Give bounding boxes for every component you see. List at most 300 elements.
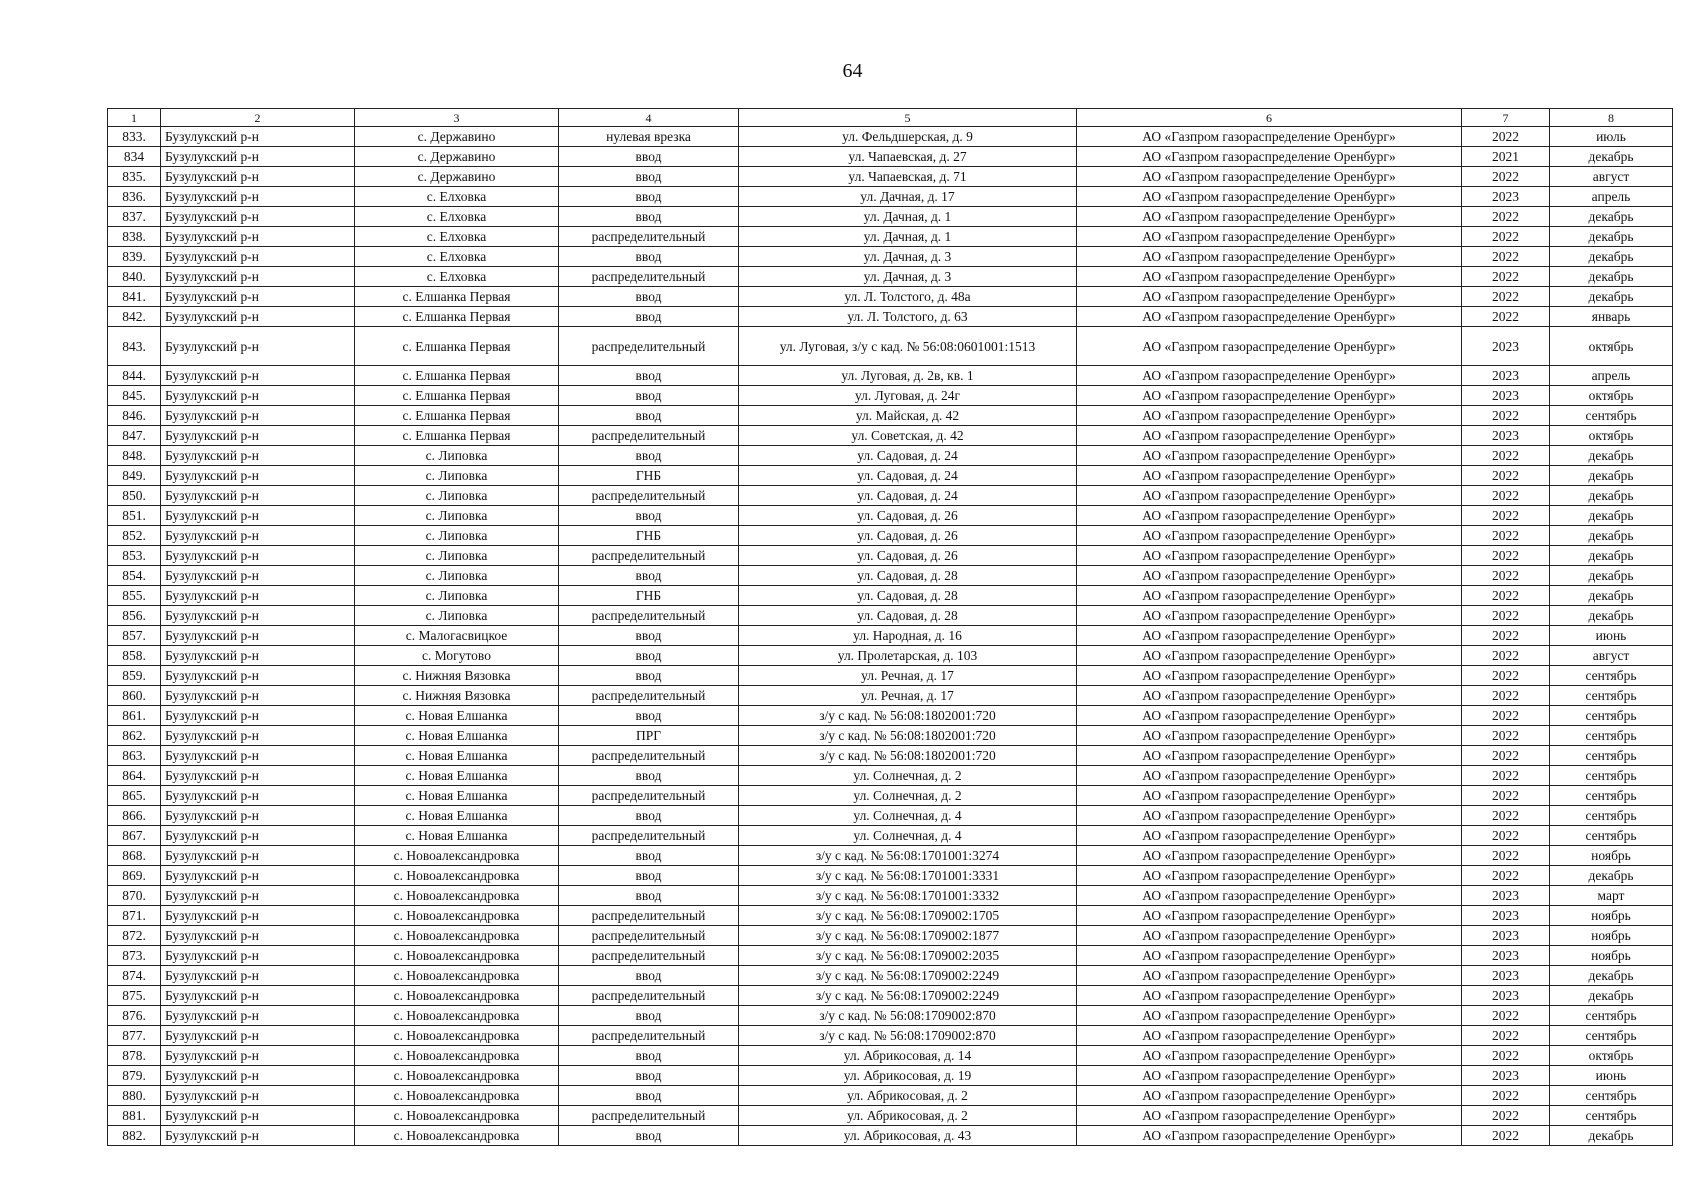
table-row (108, 207, 1673, 227)
month-cell: декабрь (1550, 966, 1673, 986)
district-cell: Бузулукский р-н (161, 1066, 355, 1086)
address-cell: з/у с кад. № 56:08:1802001:720 (739, 706, 1077, 726)
district-cell: Бузулукский р-н (161, 267, 355, 287)
year-cell: 2022 (1462, 207, 1550, 227)
month-cell: сентябрь (1550, 786, 1673, 806)
work-type-cell: ГНБ (559, 586, 739, 606)
row-number-cell: 864. (108, 766, 161, 786)
address-cell: ул. Садовая, д. 26 (739, 506, 1077, 526)
address-cell: з/у с кад. № 56:08:1802001:720 (739, 746, 1077, 766)
column-header: 5 (739, 109, 1077, 127)
table-row (108, 866, 1673, 886)
row-number-cell: 833. (108, 127, 161, 147)
row-number-cell: 842. (108, 307, 161, 327)
settlement-cell: с. Новоалександровка (355, 1026, 559, 1046)
table-row (108, 1026, 1673, 1046)
year-cell: 2022 (1462, 866, 1550, 886)
row-number-cell: 850. (108, 486, 161, 506)
address-cell: з/у с кад. № 56:08:1709002:1877 (739, 926, 1077, 946)
address-cell: ул. Садовая, д. 28 (739, 606, 1077, 626)
table-row (108, 307, 1673, 327)
row-number-cell: 835. (108, 167, 161, 187)
table-row (108, 686, 1673, 706)
address-cell: ул. Садовая, д. 26 (739, 526, 1077, 546)
address-cell: з/у с кад. № 56:08:1709002:870 (739, 1006, 1077, 1026)
work-type-cell: ГНБ (559, 466, 739, 486)
year-cell: 2022 (1462, 706, 1550, 726)
address-cell: ул. Луговая, д. 24г (739, 386, 1077, 406)
address-cell: ул. Пролетарская, д. 103 (739, 646, 1077, 666)
work-type-cell: ввод (559, 646, 739, 666)
month-cell: сентябрь (1550, 766, 1673, 786)
address-cell: з/у с кад. № 56:08:1709002:870 (739, 1026, 1077, 1046)
address-cell: ул. Л. Толстого, д. 48а (739, 287, 1077, 307)
row-number-cell: 854. (108, 566, 161, 586)
settlement-cell: с. Новая Елшанка (355, 826, 559, 846)
work-type-cell: распределительный (559, 546, 739, 566)
table-header-row (108, 109, 1673, 127)
work-type-cell: ввод (559, 706, 739, 726)
table-row (108, 1006, 1673, 1026)
month-cell: сентябрь (1550, 1026, 1673, 1046)
table-row (108, 1106, 1673, 1126)
row-number-cell: 858. (108, 646, 161, 666)
organization-cell: АО «Газпром газораспределение Оренбург» (1077, 406, 1462, 426)
address-cell: ул. Советская, д. 42 (739, 426, 1077, 446)
row-number-cell: 882. (108, 1126, 161, 1146)
row-number-cell: 873. (108, 946, 161, 966)
year-cell: 2023 (1462, 1066, 1550, 1086)
work-type-cell: ввод (559, 386, 739, 406)
table-row (108, 127, 1673, 147)
row-number-cell: 860. (108, 686, 161, 706)
month-cell: декабрь (1550, 1126, 1673, 1146)
work-type-cell: ввод (559, 406, 739, 426)
month-cell: ноябрь (1550, 846, 1673, 866)
row-number-cell: 876. (108, 1006, 161, 1026)
district-cell: Бузулукский р-н (161, 886, 355, 906)
settlement-cell: с. Липовка (355, 566, 559, 586)
district-cell: Бузулукский р-н (161, 586, 355, 606)
organization-cell: АО «Газпром газораспределение Оренбург» (1077, 766, 1462, 786)
row-number-cell: 844. (108, 366, 161, 386)
column-header: 7 (1462, 109, 1550, 127)
address-cell: з/у с кад. № 56:08:1709002:2249 (739, 966, 1077, 986)
month-cell: декабрь (1550, 986, 1673, 1006)
year-cell: 2022 (1462, 1046, 1550, 1066)
work-type-cell: распределительный (559, 946, 739, 966)
district-cell: Бузулукский р-н (161, 366, 355, 386)
year-cell: 2022 (1462, 746, 1550, 766)
table-row (108, 886, 1673, 906)
month-cell: декабрь (1550, 486, 1673, 506)
year-cell: 2023 (1462, 926, 1550, 946)
column-header: 3 (355, 109, 559, 127)
work-type-cell: распределительный (559, 826, 739, 846)
district-cell: Бузулукский р-н (161, 626, 355, 646)
month-cell: декабрь (1550, 287, 1673, 307)
address-cell: ул. Садовая, д. 28 (739, 586, 1077, 606)
district-cell: Бузулукский р-н (161, 706, 355, 726)
month-cell: декабрь (1550, 566, 1673, 586)
page-number: 64 (842, 60, 863, 82)
work-type-cell: ввод (559, 247, 739, 267)
table-row (108, 1086, 1673, 1106)
table-row (108, 1046, 1673, 1066)
month-cell: июнь (1550, 1066, 1673, 1086)
district-cell: Бузулукский р-н (161, 766, 355, 786)
year-cell: 2022 (1462, 127, 1550, 147)
address-cell: ул. Абрикосовая, д. 19 (739, 1066, 1077, 1086)
address-cell: ул. Дачная, д. 1 (739, 227, 1077, 247)
address-cell: ул. Чапаевская, д. 71 (739, 167, 1077, 187)
table-row (108, 366, 1673, 386)
table-row (108, 466, 1673, 486)
settlement-cell: с. Новоалександровка (355, 966, 559, 986)
month-cell: апрель (1550, 187, 1673, 207)
address-cell: ул. Фельдшерская, д. 9 (739, 127, 1077, 147)
row-number-cell: 834 (108, 147, 161, 167)
month-cell: декабрь (1550, 866, 1673, 886)
row-number-cell: 881. (108, 1106, 161, 1126)
work-type-cell: ввод (559, 187, 739, 207)
district-cell: Бузулукский р-н (161, 1026, 355, 1046)
month-cell: декабрь (1550, 606, 1673, 626)
work-type-cell: ввод (559, 846, 739, 866)
year-cell: 2023 (1462, 187, 1550, 207)
year-cell: 2022 (1462, 626, 1550, 646)
table-row (108, 267, 1673, 287)
month-cell: октябрь (1550, 327, 1673, 366)
settlement-cell: с. Новоалександровка (355, 1126, 559, 1146)
address-cell: ул. Дачная, д. 3 (739, 267, 1077, 287)
work-type-cell: распределительный (559, 986, 739, 1006)
year-cell: 2022 (1462, 446, 1550, 466)
table-row (108, 227, 1673, 247)
settlement-cell: с. Новоалександровка (355, 1046, 559, 1066)
year-cell: 2023 (1462, 986, 1550, 1006)
work-type-cell: ввод (559, 1126, 739, 1146)
organization-cell: АО «Газпром газораспределение Оренбург» (1077, 1006, 1462, 1026)
work-type-cell: ввод (559, 366, 739, 386)
work-type-cell: ввод (559, 1086, 739, 1106)
row-number-cell: 849. (108, 466, 161, 486)
year-cell: 2022 (1462, 506, 1550, 526)
year-cell: 2023 (1462, 966, 1550, 986)
table-row (108, 706, 1673, 726)
district-cell: Бузулукский р-н (161, 906, 355, 926)
work-type-cell: ввод (559, 307, 739, 327)
month-cell: сентябрь (1550, 1006, 1673, 1026)
district-cell: Бузулукский р-н (161, 406, 355, 426)
address-cell: ул. Садовая, д. 28 (739, 566, 1077, 586)
district-cell: Бузулукский р-н (161, 1106, 355, 1126)
table-row (108, 846, 1673, 866)
district-cell: Бузулукский р-н (161, 1086, 355, 1106)
organization-cell: АО «Газпром газораспределение Оренбург» (1077, 606, 1462, 626)
row-number-cell: 880. (108, 1086, 161, 1106)
year-cell: 2023 (1462, 426, 1550, 446)
year-cell: 2022 (1462, 526, 1550, 546)
settlement-cell: с. Новоалександровка (355, 886, 559, 906)
column-header: 8 (1550, 109, 1673, 127)
work-type-cell: ГНБ (559, 526, 739, 546)
row-number-cell: 846. (108, 406, 161, 426)
table-row (108, 966, 1673, 986)
settlement-cell: с. Новоалександровка (355, 946, 559, 966)
address-cell: ул. Садовая, д. 24 (739, 446, 1077, 466)
settlement-cell: с. Нижняя Вязовка (355, 686, 559, 706)
table-row (108, 586, 1673, 606)
organization-cell: АО «Газпром газораспределение Оренбург» (1077, 826, 1462, 846)
organization-cell: АО «Газпром газораспределение Оренбург» (1077, 746, 1462, 766)
work-type-cell: ввод (559, 766, 739, 786)
row-number-cell: 857. (108, 626, 161, 646)
year-cell: 2022 (1462, 486, 1550, 506)
work-type-cell: распределительный (559, 686, 739, 706)
organization-cell: АО «Газпром газораспределение Оренбург» (1077, 426, 1462, 446)
address-cell: ул. Чапаевская, д. 27 (739, 147, 1077, 167)
settlement-cell: с. Липовка (355, 546, 559, 566)
year-cell: 2022 (1462, 287, 1550, 307)
work-type-cell: распределительный (559, 327, 739, 366)
table-body (108, 127, 1673, 1146)
organization-cell: АО «Газпром газораспределение Оренбург» (1077, 926, 1462, 946)
table-row (108, 187, 1673, 207)
row-number-cell: 865. (108, 786, 161, 806)
row-number-cell: 839. (108, 247, 161, 267)
organization-cell: АО «Газпром газораспределение Оренбург» (1077, 806, 1462, 826)
organization-cell: АО «Газпром газораспределение Оренбург» (1077, 267, 1462, 287)
settlement-cell: с. Новоалександровка (355, 866, 559, 886)
address-cell: ул. Абрикосовая, д. 2 (739, 1086, 1077, 1106)
month-cell: ноябрь (1550, 926, 1673, 946)
table-row (108, 826, 1673, 846)
settlement-cell: с. Липовка (355, 606, 559, 626)
address-cell: з/у с кад. № 56:08:1709002:1705 (739, 906, 1077, 926)
district-cell: Бузулукский р-н (161, 546, 355, 566)
settlement-cell: с. Новая Елшанка (355, 806, 559, 826)
month-cell: июль (1550, 127, 1673, 147)
district-cell: Бузулукский р-н (161, 646, 355, 666)
table-row (108, 386, 1673, 406)
settlement-cell: с. Новоалександровка (355, 986, 559, 1006)
table-row (108, 626, 1673, 646)
settlement-cell: с. Могутово (355, 646, 559, 666)
district-cell: Бузулукский р-н (161, 187, 355, 207)
month-cell: сентябрь (1550, 686, 1673, 706)
organization-cell: АО «Газпром газораспределение Оренбург» (1077, 247, 1462, 267)
settlement-cell: с. Елшанка Первая (355, 287, 559, 307)
settlement-cell: с. Новоалександровка (355, 906, 559, 926)
row-number-cell: 837. (108, 207, 161, 227)
row-number-cell: 847. (108, 426, 161, 446)
month-cell: декабрь (1550, 267, 1673, 287)
year-cell: 2022 (1462, 1106, 1550, 1126)
address-cell: ул. Речная, д. 17 (739, 686, 1077, 706)
row-number-cell: 861. (108, 706, 161, 726)
district-cell: Бузулукский р-н (161, 946, 355, 966)
row-number-cell: 871. (108, 906, 161, 926)
organization-cell: АО «Газпром газораспределение Оренбург» (1077, 307, 1462, 327)
address-cell: ул. Речная, д. 17 (739, 666, 1077, 686)
year-cell: 2022 (1462, 766, 1550, 786)
row-number-cell: 866. (108, 806, 161, 826)
address-cell: ул. Абрикосовая, д. 14 (739, 1046, 1077, 1066)
organization-cell: АО «Газпром газораспределение Оренбург» (1077, 167, 1462, 187)
work-type-cell: распределительный (559, 267, 739, 287)
year-cell: 2022 (1462, 167, 1550, 187)
address-cell: ул. Садовая, д. 26 (739, 546, 1077, 566)
district-cell: Бузулукский р-н (161, 986, 355, 1006)
organization-cell: АО «Газпром газораспределение Оренбург» (1077, 446, 1462, 466)
year-cell: 2022 (1462, 806, 1550, 826)
row-number-cell: 859. (108, 666, 161, 686)
settlement-cell: с. Малогасвицкое (355, 626, 559, 646)
settlement-cell: с. Новоалександровка (355, 1086, 559, 1106)
work-type-cell: ввод (559, 866, 739, 886)
address-cell: ул. Солнечная, д. 4 (739, 806, 1077, 826)
row-number-cell: 838. (108, 227, 161, 247)
organization-cell: АО «Газпром газораспределение Оренбург» (1077, 786, 1462, 806)
row-number-cell: 869. (108, 866, 161, 886)
organization-cell: АО «Газпром газораспределение Оренбург» (1077, 187, 1462, 207)
address-cell: ул. Дачная, д. 3 (739, 247, 1077, 267)
settlement-cell: с. Державино (355, 167, 559, 187)
row-number-cell: 878. (108, 1046, 161, 1066)
year-cell: 2022 (1462, 307, 1550, 327)
work-type-cell: ввод (559, 1046, 739, 1066)
table-row (108, 287, 1673, 307)
table-row (108, 646, 1673, 666)
table-row (108, 446, 1673, 466)
district-cell: Бузулукский р-н (161, 846, 355, 866)
district-cell: Бузулукский р-н (161, 307, 355, 327)
organization-cell: АО «Газпром газораспределение Оренбург» (1077, 127, 1462, 147)
organization-cell: АО «Газпром газораспределение Оренбург» (1077, 1126, 1462, 1146)
organization-cell: АО «Газпром газораспределение Оренбург» (1077, 506, 1462, 526)
column-header: 6 (1077, 109, 1462, 127)
district-cell: Бузулукский р-н (161, 147, 355, 167)
district-cell: Бузулукский р-н (161, 686, 355, 706)
year-cell: 2023 (1462, 327, 1550, 366)
table-row (108, 946, 1673, 966)
settlement-cell: с. Елшанка Первая (355, 366, 559, 386)
table-row (108, 426, 1673, 446)
row-number-cell: 852. (108, 526, 161, 546)
address-cell: ул. Луговая, д. 2в, кв. 1 (739, 366, 1077, 386)
district-cell: Бузулукский р-н (161, 666, 355, 686)
organization-cell: АО «Газпром газораспределение Оренбург» (1077, 726, 1462, 746)
table-row (108, 566, 1673, 586)
address-cell: ул. Садовая, д. 24 (739, 466, 1077, 486)
table-row (108, 486, 1673, 506)
work-type-cell: ввод (559, 147, 739, 167)
settlement-cell: с. Елшанка Первая (355, 327, 559, 366)
row-number-cell: 836. (108, 187, 161, 207)
settlement-cell: с. Елшанка Первая (355, 406, 559, 426)
month-cell: сентябрь (1550, 826, 1673, 846)
district-cell: Бузулукский р-н (161, 826, 355, 846)
row-number-cell: 848. (108, 446, 161, 466)
month-cell: апрель (1550, 366, 1673, 386)
address-cell: з/у с кад. № 56:08:1709002:2249 (739, 986, 1077, 1006)
month-cell: октябрь (1550, 426, 1673, 446)
address-cell: ул. Луговая, з/у с кад. № 56:08:0601001:1513 (739, 327, 1077, 366)
year-cell: 2023 (1462, 386, 1550, 406)
year-cell: 2022 (1462, 846, 1550, 866)
work-type-cell: ввод (559, 1066, 739, 1086)
district-cell: Бузулукский р-н (161, 966, 355, 986)
work-type-cell: ПРГ (559, 726, 739, 746)
table-row (108, 147, 1673, 167)
settlement-cell: с. Новая Елшанка (355, 706, 559, 726)
month-cell: сентябрь (1550, 1086, 1673, 1106)
row-number-cell: 843. (108, 327, 161, 366)
table-row (108, 926, 1673, 946)
district-cell: Бузулукский р-н (161, 1046, 355, 1066)
year-cell: 2022 (1462, 1026, 1550, 1046)
month-cell: сентябрь (1550, 1106, 1673, 1126)
year-cell: 2023 (1462, 886, 1550, 906)
month-cell: декабрь (1550, 526, 1673, 546)
year-cell: 2022 (1462, 267, 1550, 287)
year-cell: 2022 (1462, 666, 1550, 686)
district-cell: Бузулукский р-н (161, 127, 355, 147)
district-cell: Бузулукский р-н (161, 866, 355, 886)
work-type-cell: нулевая врезка (559, 127, 739, 147)
table-row (108, 406, 1673, 426)
month-cell: март (1550, 886, 1673, 906)
table-row (108, 506, 1673, 526)
year-cell: 2022 (1462, 406, 1550, 426)
year-cell: 2022 (1462, 646, 1550, 666)
address-cell: ул. Дачная, д. 1 (739, 207, 1077, 227)
table-row (108, 546, 1673, 566)
table-row (108, 1066, 1673, 1086)
year-cell: 2022 (1462, 586, 1550, 606)
settlement-cell: с. Новоалександровка (355, 1106, 559, 1126)
work-type-cell: ввод (559, 626, 739, 646)
organization-cell: АО «Газпром газораспределение Оренбург» (1077, 546, 1462, 566)
organization-cell: АО «Газпром газораспределение Оренбург» (1077, 966, 1462, 986)
table-row (108, 1126, 1673, 1146)
year-cell: 2022 (1462, 786, 1550, 806)
organization-cell: АО «Газпром газораспределение Оренбург» (1077, 886, 1462, 906)
month-cell: сентябрь (1550, 706, 1673, 726)
district-cell: Бузулукский р-н (161, 806, 355, 826)
work-type-cell: ввод (559, 506, 739, 526)
row-number-cell: 853. (108, 546, 161, 566)
year-cell: 2022 (1462, 1006, 1550, 1026)
organization-cell: АО «Газпром газораспределение Оренбург» (1077, 666, 1462, 686)
settlement-cell: с. Новая Елшанка (355, 726, 559, 746)
table-row (108, 167, 1673, 187)
month-cell: декабрь (1550, 147, 1673, 167)
row-number-cell: 841. (108, 287, 161, 307)
organization-cell: АО «Газпром газораспределение Оренбург» (1077, 866, 1462, 886)
district-cell: Бузулукский р-н (161, 746, 355, 766)
settlement-cell: с. Липовка (355, 586, 559, 606)
settlement-cell: с. Державино (355, 127, 559, 147)
work-type-cell: ввод (559, 666, 739, 686)
district-cell: Бузулукский р-н (161, 426, 355, 446)
organization-cell: АО «Газпром газораспределение Оренбург» (1077, 287, 1462, 307)
year-cell: 2022 (1462, 546, 1550, 566)
row-number-cell: 870. (108, 886, 161, 906)
district-cell: Бузулукский р-н (161, 386, 355, 406)
row-number-cell: 855. (108, 586, 161, 606)
